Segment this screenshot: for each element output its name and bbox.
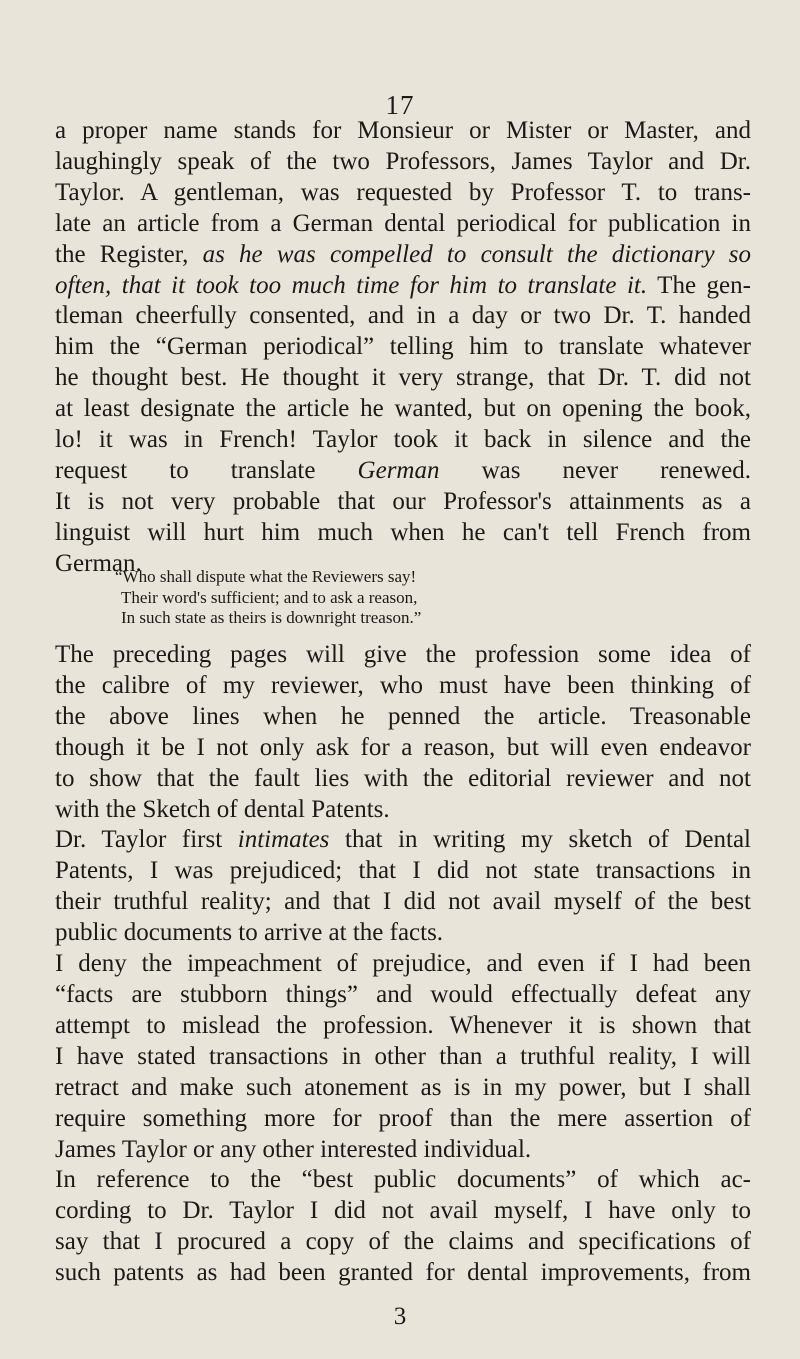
text-line: Taylor. A gentleman, was requested by Professor T. to trans-	[55, 178, 751, 206]
block-quote	[115, 567, 675, 629]
text-line: It is not very probable that our Professor's attainments as a	[55, 487, 751, 515]
text-line: such patents as had been granted for dental improvements, from	[55, 1259, 751, 1287]
quote-line: Their word's sufficient; and to ask a reason,	[121, 587, 418, 607]
text-line: I have stated transactions in other than a truthful reality, I will	[55, 1042, 751, 1070]
text-line: laughingly speak of the two Professors, James Taylor and Dr.	[55, 147, 751, 175]
text-line	[55, 240, 751, 271]
text-line	[55, 456, 751, 487]
signature-mark: 3	[393, 1303, 407, 1330]
text-line: cording to Dr. Taylor I did not avail myself, I have only to	[55, 1197, 751, 1225]
text-line: German.	[55, 549, 142, 577]
text-line: Patents, I was prejudiced; that I did not state transactions in	[55, 857, 751, 885]
text-line: though it be I not only ask for a reason, but will even endeavor	[55, 733, 751, 761]
text-fragment: that in writing my sketch of Dental	[345, 826, 751, 854]
text-line: say that I procured a copy of the claims and specifications of	[55, 1228, 751, 1256]
italic-text: often, that it took too much time for him to translate it.	[55, 271, 648, 299]
text-line: late an article from a German dental periodical for publication in	[55, 209, 751, 237]
paragraph-1	[55, 116, 751, 580]
text-line: he thought best. He thought it very strange, that Dr. T. did not	[55, 364, 751, 392]
text-line: The preceding pages will give the profession some idea of	[55, 641, 751, 668]
text-line	[55, 825, 751, 856]
text-line: lo! it was in French! Taylor took it back in silence and the	[55, 426, 751, 454]
paragraph-2	[55, 640, 751, 1289]
text-line: the calibre of my reviewer, who must have been thinking of	[55, 671, 751, 699]
text-line: require something more for proof than the mere assertion of	[55, 1104, 751, 1132]
text-line	[55, 271, 751, 302]
text-line: I deny the impeachment of prejudice, and even if I had been	[55, 950, 751, 978]
text-line: James Taylor or any other interested individual.	[55, 1135, 532, 1163]
text-line: attempt to mislead the profession. Whenever it is shown that	[55, 1011, 751, 1039]
text-line: In reference to the “best public documents” of which ac-	[55, 1166, 751, 1194]
quote-line: In such state as theirs is downright treason.”	[121, 608, 422, 627]
text-fragment: request to translate	[55, 456, 316, 484]
text-line: “facts are stubborn things” and would effectually defeat any	[55, 980, 751, 1008]
text-line: him the “German periodical” telling him to translate whatever	[55, 333, 751, 361]
italic-text: as he was compelled to consult the dictionary so	[202, 240, 751, 268]
page-number: 17	[385, 90, 415, 120]
text-fragment: was never renewed.	[481, 456, 751, 484]
text-fragment: the Register,	[55, 240, 189, 268]
text-line: at least designate the article he wanted, but on opening the book,	[55, 395, 751, 423]
quote-line: “Who shall dispute what the Reviewers say!	[115, 567, 417, 586]
text-fragment: The gen-	[657, 271, 751, 299]
italic-text: intimates	[237, 826, 330, 854]
text-fragment: Dr. Taylor first	[55, 826, 223, 854]
text-line: tleman cheerfully consented, and in a day or two Dr. T. handed	[55, 302, 751, 330]
text-line: with the Sketch of dental Patents.	[55, 795, 390, 823]
text-line: to show that the fault lies with the editorial reviewer and not	[55, 764, 751, 792]
italic-text: German	[357, 456, 440, 484]
text-line: retract and make such atonement as is in my power, but I shall	[55, 1073, 751, 1101]
text-line: linguist will hurt him much when he can't tell French from	[55, 518, 751, 546]
text-line: the above lines when he penned the article. Treasonable	[55, 702, 751, 730]
text-line: a proper name stands for Monsieur or Mister or Master, and	[55, 117, 751, 144]
text-line: their truthful reality; and that I did not avail myself of the best	[55, 888, 751, 916]
text-line: public documents to arrive at the facts.	[55, 919, 444, 947]
